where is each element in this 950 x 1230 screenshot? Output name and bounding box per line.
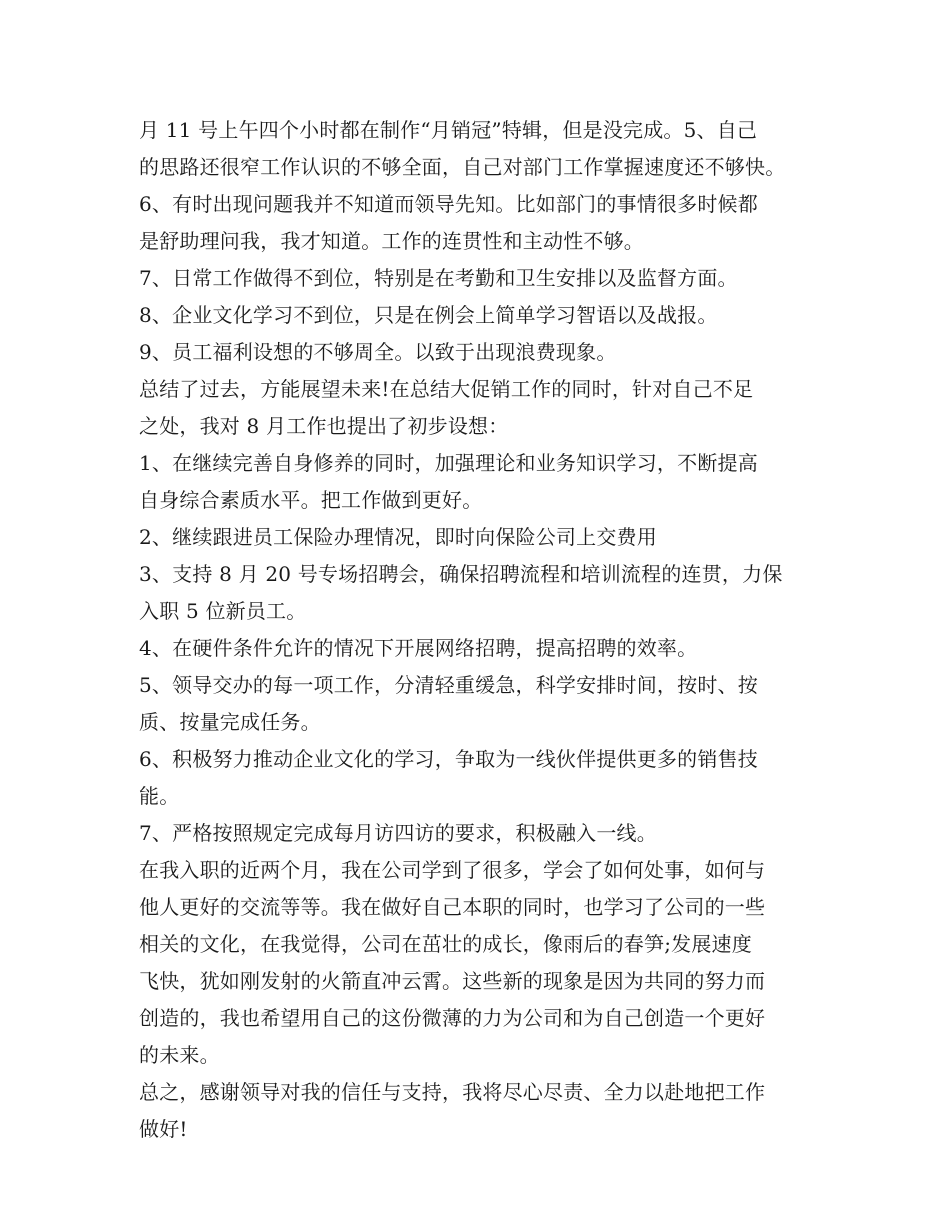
text-line: 1、在继续完善自身修养的同时，加强理论和业务知识学习，不断提高 [139, 451, 758, 475]
text-line: 飞快，犹如刚发射的火箭直冲云霄。这些新的现象是因为共同的努力而 [139, 969, 766, 993]
text-line: 自身综合素质水平。把工作做到更好。 [139, 488, 483, 512]
text-line: 入职 5 位新员工。 [139, 599, 307, 623]
text-line: 做好! [139, 1117, 188, 1141]
text-line: 在我入职的近两个月，我在公司学到了很多，学会了如何处事，如何与 [139, 858, 766, 882]
text-line: 9、员工福利设想的不够周全。以致于出现浪费现象。 [139, 340, 617, 364]
text-line: 8、企业文化学习不到位，只是在例会上简单学习智语以及战报。 [139, 303, 718, 327]
text-line: 总之，感谢领导对我的信任与支持，我将尽心尽责、全力以赴地把工作 [139, 1080, 766, 1104]
text-line: 的未来。 [139, 1043, 220, 1067]
text-line: 7、日常工作做得不到位，特别是在考勤和卫生安排以及监督方面。 [139, 266, 738, 290]
text-line: 4、在硬件条件允许的情况下开展网络招聘，提高招聘的效率。 [139, 636, 698, 660]
text-line: 总结了过去，方能展望未来!在总结大促销工作的同时，针对自己不足 [139, 377, 754, 401]
text-line: 质、按量完成任务。 [139, 710, 321, 734]
text-line: 7、严格按照规定完成每月访四访的要求，积极融入一线。 [139, 821, 657, 845]
text-line: 6、有时出现问题我并不知道而领导先知。比如部门的事情很多时候都 [139, 192, 758, 216]
text-line: 6、积极努力推动企业文化的学习，争取为一线伙伴提供更多的销售技 [139, 747, 758, 771]
text-line: 2、继续跟进员工保险办理情况，即时向保险公司上交费用 [139, 525, 657, 549]
text-line: 5、领导交办的每一项工作，分清轻重缓急，科学安排时间，按时、按 [139, 673, 758, 697]
text-line: 的思路还很窄工作认识的不够全面，自己对部门工作掌握速度还不够快。 [139, 155, 786, 179]
text-line: 他人更好的交流等等。我在做好自己本职的同时，也学习了公司的一些 [139, 895, 766, 919]
text-line: 之处，我对 8 月工作也提出了初步设想： [139, 414, 509, 438]
document-body [139, 112, 829, 1148]
text-line: 相关的文化，在我觉得，公司在茁壮的成长，像雨后的春笋;发展速度 [139, 932, 752, 956]
text-line: 3、支持 8 月 20 号专场招聘会，确保招聘流程和培训流程的连贯，力保 [139, 562, 783, 586]
text-line: 能。 [139, 784, 180, 808]
text-line: 创造的，我也希望用自己的这份微薄的力为公司和为自己创造一个更好 [139, 1006, 766, 1030]
text-line: 月 11 号上午四个小时都在制作“月销冠”特辑，但是没完成。5、自己 [139, 118, 758, 142]
text-line: 是舒助理问我，我才知道。工作的连贯性和主动性不够。 [139, 229, 644, 253]
